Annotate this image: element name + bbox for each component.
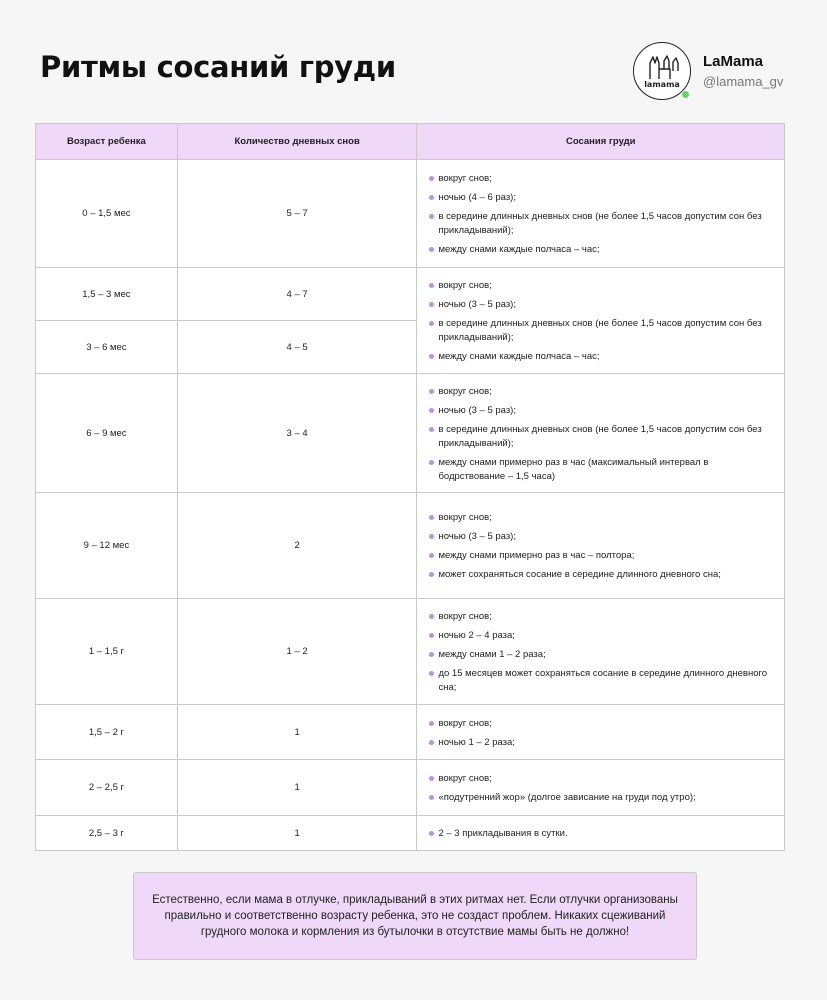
feedings-cell [417, 374, 785, 493]
feeding-item: между снами каждые полчаса – час; [429, 350, 774, 364]
table-row [36, 374, 785, 493]
feeding-item: в середине длинных дневных снов (не более 1,5 часов допустим сон без прикладываний); [429, 210, 774, 238]
table-row [36, 705, 785, 760]
table-row [36, 760, 785, 816]
feeding-rhythm-table [35, 123, 785, 851]
age-cell: 2 – 2,5 г [36, 760, 178, 816]
header-naps: Количество дневных снов [177, 124, 417, 160]
llama-logo-icon [640, 49, 684, 93]
feeding-item: вокруг снов; [429, 385, 774, 399]
feeding-item: 2 – 3 прикладывания в сутки. [429, 827, 774, 841]
logo-wordmark: lamama [644, 80, 680, 89]
absence-note [133, 872, 697, 960]
feedings-cell [417, 705, 785, 760]
naps-cell: 2 [177, 493, 417, 599]
table-header-row [36, 124, 785, 160]
brand-logo [633, 42, 691, 100]
naps-cell: 1 [177, 705, 417, 760]
naps-cell: 1 [177, 760, 417, 816]
feeding-item: вокруг снов; [429, 279, 774, 293]
age-cell: 6 – 9 мес [36, 374, 178, 493]
header-age: Возраст ребенка [36, 124, 178, 160]
feedings-cell [417, 160, 785, 268]
header-feedings: Сосания груди [417, 124, 785, 160]
feeding-item: между снами примерно раз в час – полтора; [429, 549, 774, 563]
table-row [36, 160, 785, 268]
feedings-cell [417, 599, 785, 705]
age-cell: 2,5 – 3 г [36, 816, 178, 851]
table-row [36, 268, 785, 321]
feeding-item: между снами примерно раз в час (максимальный интервал в бодрствование – 1,5 часа) [429, 456, 774, 484]
feeding-item: ночью (3 – 5 раз); [429, 298, 774, 312]
page-title: Ритмы сосаний груди [40, 50, 396, 84]
age-cell: 1 – 1,5 г [36, 599, 178, 705]
feeding-item: ночью (4 – 6 раз); [429, 191, 774, 205]
age-cell: 1,5 – 2 г [36, 705, 178, 760]
feedings-cell [417, 268, 785, 374]
table-row [36, 493, 785, 599]
age-cell: 3 – 6 мес [36, 321, 178, 374]
feeding-item: ночью (3 – 5 раз); [429, 404, 774, 418]
age-cell: 1,5 – 3 мес [36, 268, 178, 321]
naps-cell: 1 – 2 [177, 599, 417, 705]
age-cell: 0 – 1,5 мес [36, 160, 178, 268]
feeding-item: в середине длинных дневных снов (не более 1,5 часов допустим сон без прикладываний); [429, 317, 774, 345]
table-row [36, 599, 785, 705]
feeding-item: между снами каждые полчаса – час; [429, 243, 774, 257]
feedings-cell [417, 816, 785, 851]
feeding-item: «подутренний жор» (долгое зависание на груди под утро); [429, 791, 774, 805]
brand-block[interactable] [633, 42, 783, 100]
online-status-dot [681, 90, 690, 99]
feedings-cell [417, 493, 785, 599]
feeding-item: ночью (3 – 5 раз); [429, 530, 774, 544]
naps-cell: 3 – 4 [177, 374, 417, 493]
feedings-cell [417, 760, 785, 816]
feeding-item: вокруг снов; [429, 610, 774, 624]
feeding-item: до 15 месяцев может сохраняться сосание в середине длинного дневного сна; [429, 667, 774, 695]
naps-cell: 5 – 7 [177, 160, 417, 268]
feeding-item: вокруг снов; [429, 772, 774, 786]
feeding-item: вокруг снов; [429, 172, 774, 186]
feeding-item: вокруг снов; [429, 511, 774, 525]
feeding-item: ночью 2 – 4 раза; [429, 629, 774, 643]
naps-cell: 1 [177, 816, 417, 851]
table-row [36, 816, 785, 851]
absence-note-text: Естественно, если мама в отлучке, прикладываний в этих ритмах нет. Если отлучки организованы правильно и соответственно возрасту ребенка, это не создаст проблем. Никаких сцеживаний грудного молока и кормления из бутылочки в отсутствие мамы быть не должно! [152, 894, 678, 938]
feeding-item: между снами 1 – 2 раза; [429, 648, 774, 662]
feeding-item: может сохраняться сосание в середине длинного дневного сна; [429, 568, 774, 582]
feeding-item: в середине длинных дневных снов (не более 1,5 часов допустим сон без прикладываний); [429, 423, 774, 451]
feeding-item: вокруг снов; [429, 717, 774, 731]
naps-cell: 4 – 7 [177, 268, 417, 321]
feeding-item: ночью 1 – 2 раза; [429, 736, 774, 750]
brand-handle: @lamama_gv [703, 74, 784, 89]
brand-name: LaMama [703, 53, 764, 70]
naps-cell: 4 – 5 [177, 321, 417, 374]
age-cell: 9 – 12 мес [36, 493, 178, 599]
